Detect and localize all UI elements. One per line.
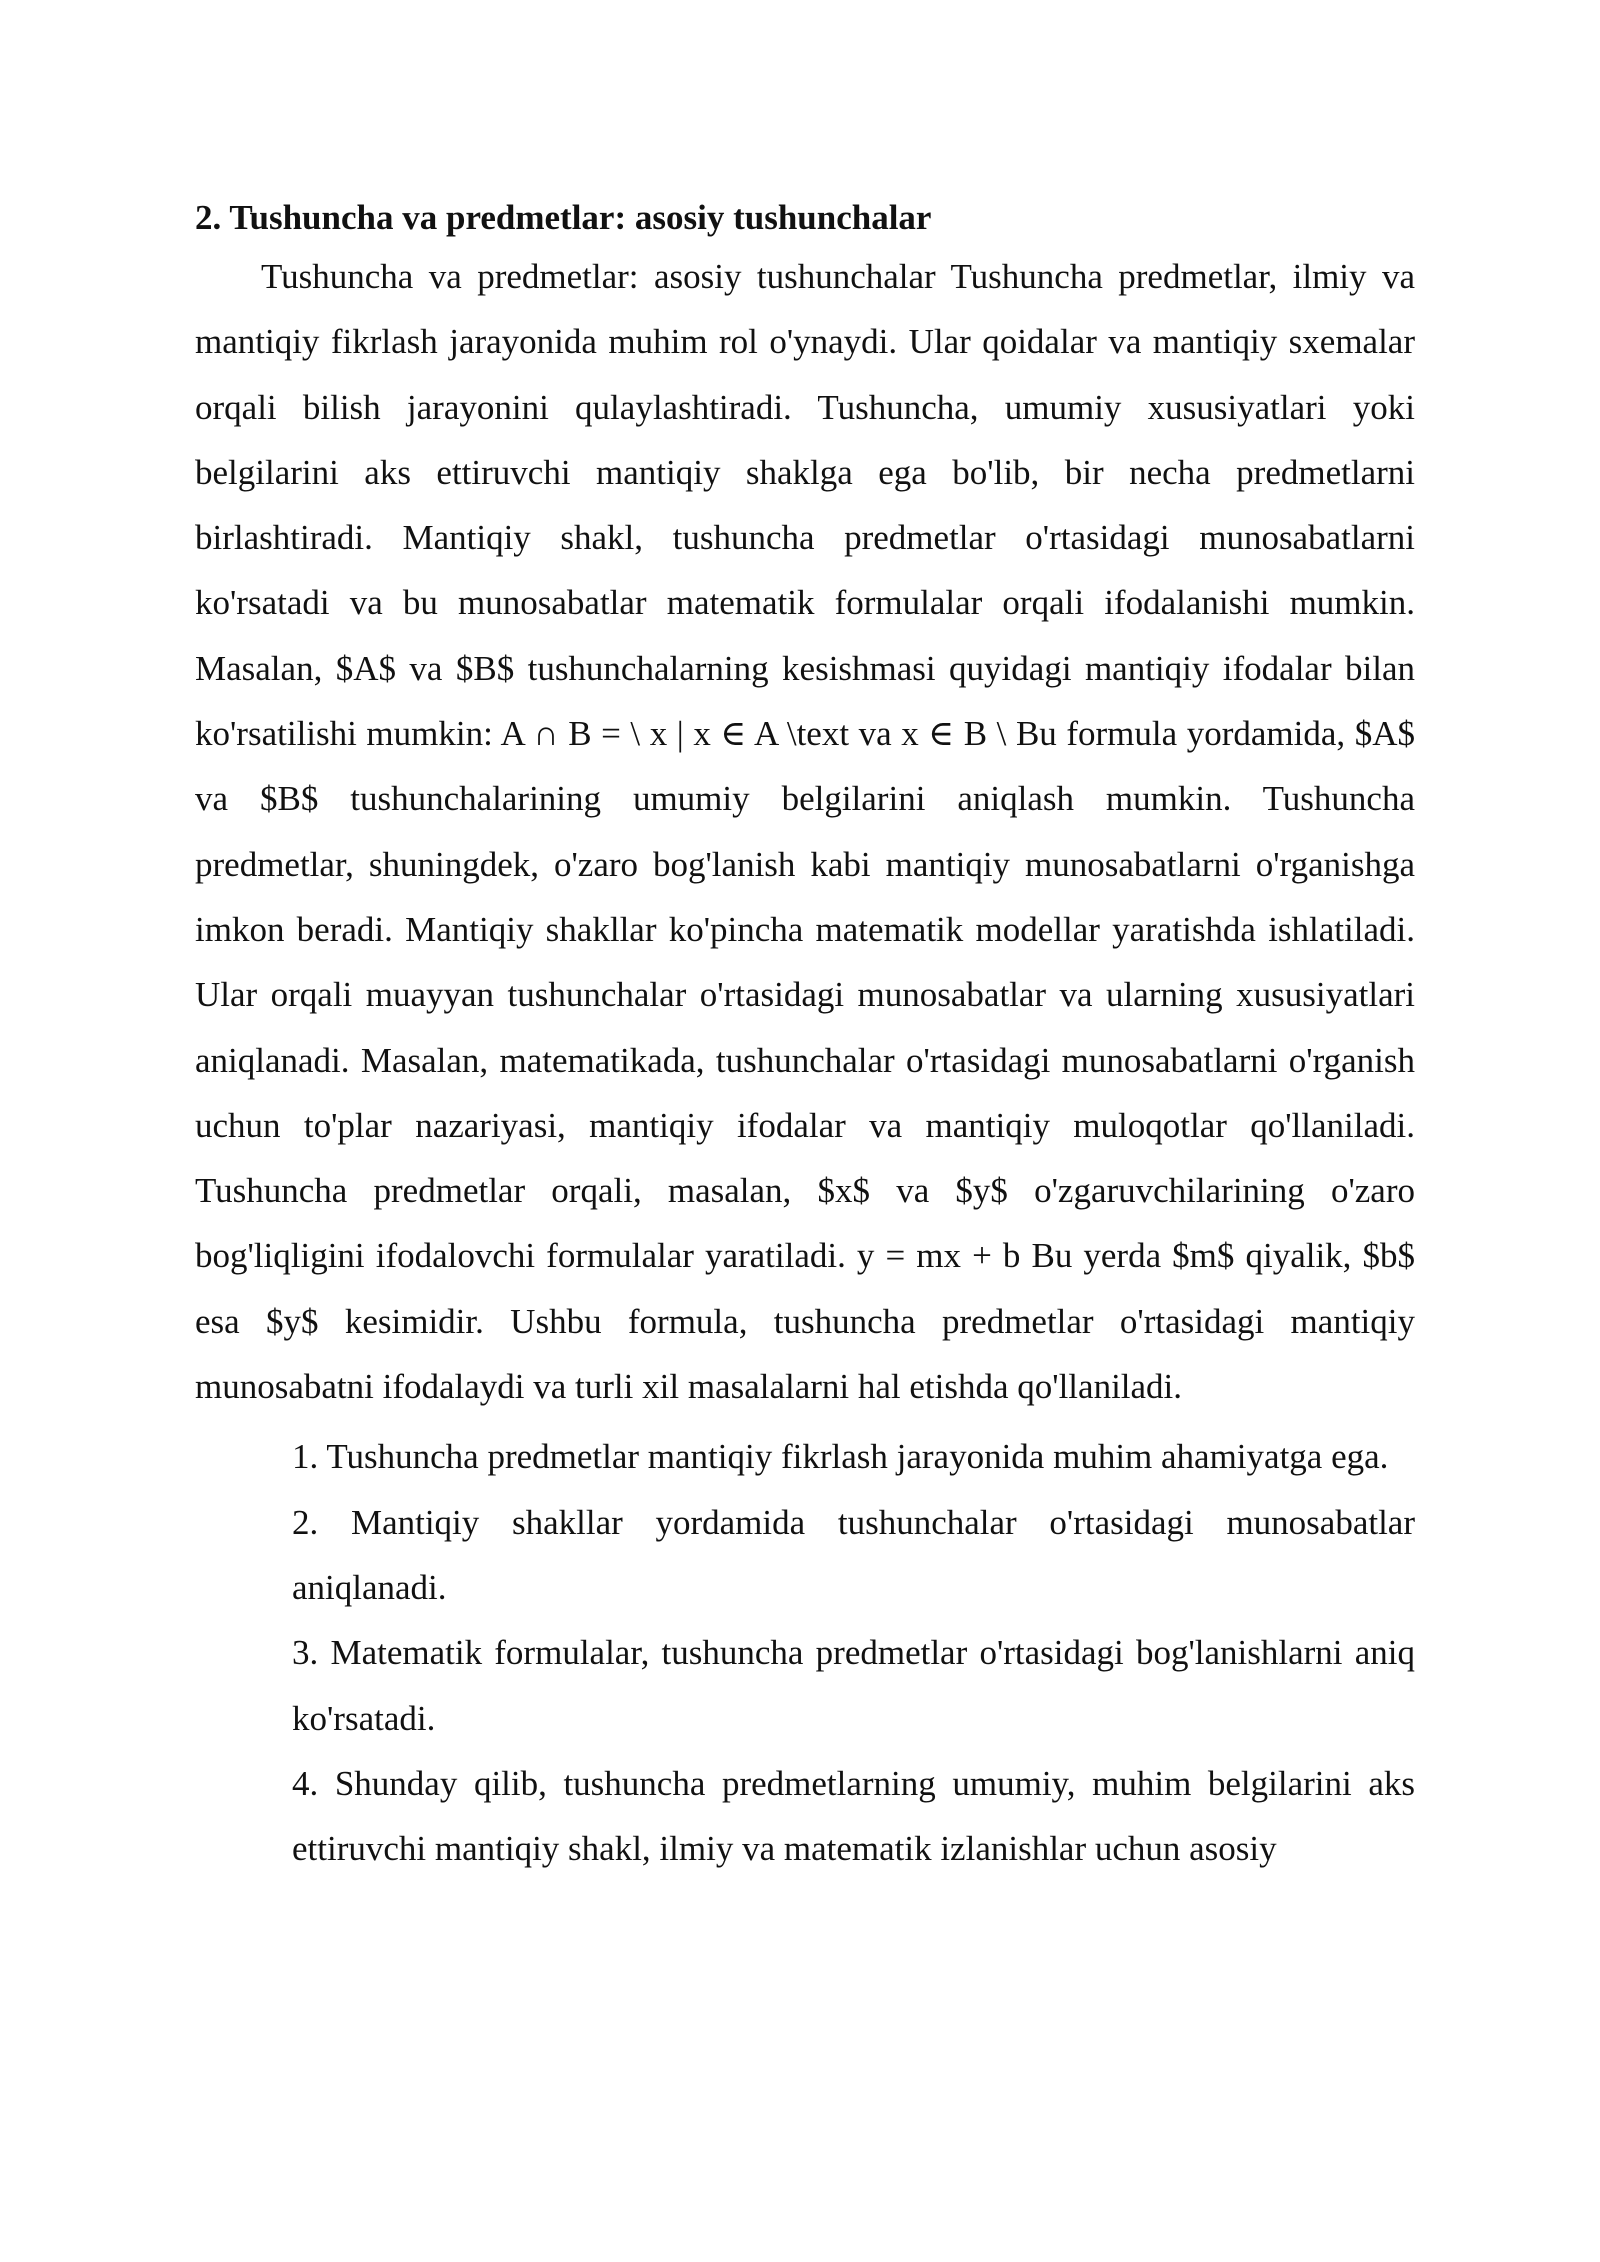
list-item: 1. Tushuncha predmetlar mantiqiy fikrlash jarayonida muhim ahamiyatga ega. [292, 1437, 1389, 1477]
list-item: 3. Matematik formulalar, tushuncha predmetlar o'rtasidagi bog'lanishlarni aniq ko'rsatadi. [292, 1633, 1415, 1738]
body-paragraph: Tushuncha va predmetlar: asosiy tushunchalar Tushuncha predmetlar, ilmiy va mantiqiy fikrlash jarayonida muhim rol o'ynaydi. Ular qoidalar va mantiqiy sxemalar orqali bilish jarayonini qulaylashtiradi. Tushuncha, umumiy xususiyatlari yoki belgilarini aks ettiruvchi mantiqiy shaklga ega bo'lib, bir necha predmetlarni birlashtiradi. Mantiqiy shakl, tushuncha predmetlar o'rtasidagi munosabatlarni ko'rsatadi va bu munosabatlar matematik formulalar orqali ifodalanishi mumkin. Masalan, $A$ va $B$ tushunchalarning kesishmasi quyidagi mantiqiy ifodalar bilan ko'rsatilishi mumkin: A ∩ B = \ x | x ∈ A \text va x ∈ B \ Bu formula yordamida, $A$ va $B$ tushunchalarining umumiy belgilarini aniqlash mumkin. Tushuncha predmetlar, shuningdek, o'zaro bog'lanish kabi mantiqiy munosabatlarni o'rganishga imkon beradi. Mantiqiy shakllar ko'pincha matematik modellar yaratishda ishlatiladi. Ular orqali muayyan tushunchalar o'rtasidagi munosabatlar va ularning xususiyatlari aniqlanadi. Masalan, matematikada, tushunchalar o'rtasidagi munosabatlarni o'rganish uchun to'plar nazariyasi, mantiqiy ifodalar va mantiqiy muloqotlar qo'llaniladi. Tushuncha predmetlar orqali, masalan, $x$ va $y$ o'zgaruvchilarining o'zaro bog'liqligini ifodalovchi formulalar yaratiladi. y = mx + b Bu yerda $m$ qiyalik, $b$ esa $y$ kesimidir. Ushbu formula, tushuncha predmetlar o'rtasidagi mantiqiy munosabatni ifodalaydi va turli xil masalalarni hal etishda qo'llaniladi. [195, 257, 1415, 1407]
numbered-list [195, 1424, 1415, 1881]
document-page [195, 192, 1415, 1881]
list-item: 2. Mantiqiy shakllar yordamida tushunchalar o'rtasidagi munosabatlar aniqlanadi. [292, 1502, 1415, 1607]
section-heading: 2. Tushuncha va predmetlar: asosiy tushunchalar [195, 198, 932, 237]
list-item: 4. Shunday qilib, tushuncha predmetlarning umumiy, muhim belgilarini aks ettiruvchi mantiqiy shakl, ilmiy va matematik izlanishlar uchun asosiy [292, 1763, 1415, 1869]
